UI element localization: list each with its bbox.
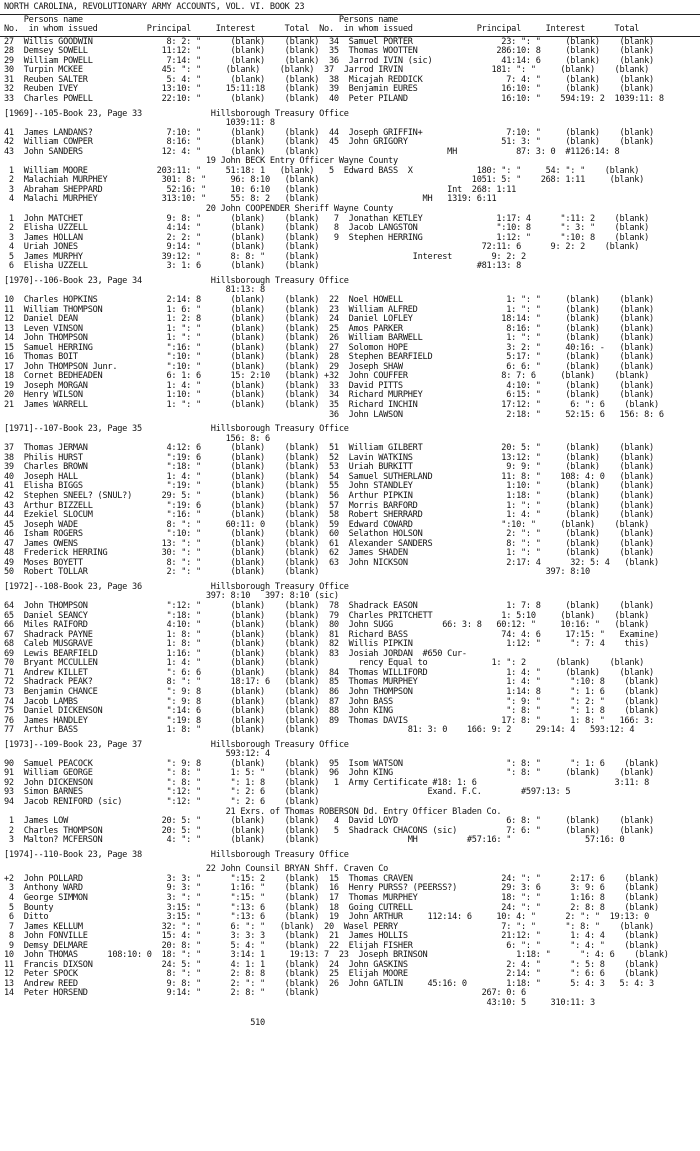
ledger-line: 29 William POWELL 7:14: " (blank) (blank) 36 Jarrod IVIN (sic) 41:14: 6 (blank) (blank) bbox=[4, 55, 654, 66]
ledger-line: 397: 8:10 397: 8:10 (sic) bbox=[4, 591, 339, 602]
ledger-line: 37 Thomas JERMAN 4:12: 6 (blank) (blank) 51 William GILBERT 20: 5: " (blank) (blank) bbox=[4, 443, 654, 454]
ledger-line: 74 Jacob LAMBS ": 9: 8 (blank) (blank) 87 John BASS ": 9: " ": 2: " (blank) bbox=[4, 696, 659, 707]
ledger-line: 71 Andrew KILLET ": 6: 6 (blank) (blank) 84 Thomas WILLIFORD 1: 4: " (blank) (blank) bbox=[4, 667, 654, 678]
ledger-line: 7 James KELLUM 32: ": " 6: ": " (blank) 20 Wasel PERRY 7: ": " ": 8: " (blank) bbox=[4, 921, 654, 932]
section-header: [1970]--106-Book 23, Page 34 Hillsborough Treasury Office bbox=[4, 275, 349, 286]
ledger-line: 3 Abraham SHEPPARD 52:16: " 10: 6:10 (blank) Int 268: 1:11 bbox=[4, 184, 517, 195]
ledger-line: 36 John LAWSON 2:18: " 52:15: 6 156: 8: 6 bbox=[4, 409, 664, 420]
ledger-line: 12 Peter SPOCK 8: ": " 2: 8: 8 (blank) 25 Elijah MOORE 2:14: " ": 6: 6 (blank) bbox=[4, 969, 659, 980]
ledger-line: 20 Henry WILSON 1:10: " (blank) (blank) 34 Richard MURPHEY 6:15: " (blank) (blank) bbox=[4, 390, 654, 401]
ledger-line: 73 Benjamin CHANCE ": 9: 8 (blank) (blank) 86 John THOMPSON 1:14: 8 ": 1: 6 (blank) bbox=[4, 686, 659, 697]
ledger-line: 76 James HANDLEY ":19: 8 (blank) (blank) 89 Thomas DAVIS 17: 8: " 1: 8: " 166: 3: bbox=[4, 715, 654, 726]
section-header: [1971]--107-Book 23, Page 35 Hillsborough Treasury Office bbox=[4, 424, 349, 435]
ledger-line: 90 Samuel PEACOCK ": 9: 8 (blank) (blank) 95 Isom WATSON ": 8: " ": 1: 6 (blank) bbox=[4, 758, 659, 769]
ledger-line: 81:13: 8 bbox=[4, 285, 265, 296]
ledger-line: 40 Joseph HALL 1: 4: " (blank) (blank) 54 Samuel SUTHERLAND 11: 8: " 108: 4: 0 (blank) bbox=[4, 471, 654, 482]
ledger-line: 27 Willis GOODWIN 8: 2: " (blank) (blank) 34 Samuel PORTER 23: ": " (blank) (blank) bbox=[4, 36, 654, 47]
ledger-line: 17 John THOMPSON Junr. ":10: " (blank) (blank) 29 Joseph SHAW 6: 6: " (blank) (blank) bbox=[4, 361, 654, 372]
ledger-line: 31 Reuben SALTER 5: 4: " (blank) (blank) 38 Micajah REDDICK 7: 4: " (blank) (blank) bbox=[4, 74, 654, 85]
ledger-line: 16 Thomas BOIT ":10: " (blank) (blank) 28 Stephen BEARFIELD 5:17: " (blank) (blank) bbox=[4, 352, 654, 363]
ledger-line: 22 John Counsil BRYAN Shff. Craven Co bbox=[4, 864, 389, 875]
ledger-line: +2 John POLLARD 3: 3: " ":15: 2 (blank) 15 Thomas CRAVEN 24: ": " 2:17: 6 (blank) bbox=[4, 873, 659, 884]
ledger-line: 4 Malachi MURPHEY 313:10: " 55: 8: 2 (blank) MH 1319: 6:11 bbox=[4, 194, 497, 205]
ledger-line: 11 Francis DIXSON 24: 5: " 4: 1: 1 (blank) 24 John GASKINS 2: 4: " ": 5: 8 (blank) bbox=[4, 959, 659, 970]
ledger-line: 10 John THOMAS 108:10: 0 18: ": " 3:14: 1 19:13: 7 23 Joseph BRINSON 1:18: " ": 4: 6 (blank) bbox=[4, 950, 669, 961]
ledger-line: 13 Leven VINSON 1: ": " (blank) (blank) 25 Amos PARKER 8:16: " (blank) (blank) bbox=[4, 323, 654, 334]
ledger-line: 94 Jacob RENIFORD (sic) ":12: " ": 2: 6 (blank) bbox=[4, 797, 320, 807]
ledger-line: 2 Malachiah MURPHEY 301: 8: " 96: 8:10 (blank) 1051: 5: " 268: 1:11 (blank) bbox=[4, 175, 645, 186]
ledger-line: 33 Charles POWELL 22:10: " (blank) (blank) 40 Peter PILAND 16:10: " 594:19: 2 1039:11: 8 bbox=[4, 93, 664, 104]
ledger-line: 72 Shadrack PEAK? 8: ": " 18:17: 6 (blank) 85 Thomas MURPHEY 1: 4: " ":10: 8 (blank) bbox=[4, 677, 659, 688]
ledger-line: 20 John COOPENDER Sheriff Wayne County bbox=[4, 204, 393, 214]
ledger-line: 1 John MATCHET 9: 8: " (blank) (blank) 7 Jonathan KETLEY 1:17: 4 ":11: 2 (blank) bbox=[4, 213, 650, 224]
ledger-line: 1 William MOORE 203:11: " 51:18: 1 (blank) 5 Edward BASS X 180: ": " 54: ": " (blank) bbox=[4, 165, 640, 176]
ledger-line: 93 Simon BARNES ":12: " ": 2: 6 (blank) Exand. F.C. #597:13: 5 bbox=[4, 787, 571, 798]
ledger-line: 2 Elisha UZZELL 4:14: " (blank) (blank) 8 Jacob LANGSTON ":10: 8 ": 3: " (blank) bbox=[4, 223, 650, 234]
ledger-line: 14 John THOMPSON 1: ": " (blank) (blank) 26 William BARWELL 1: ": " (blank) (blank) bbox=[4, 333, 654, 344]
section-header: [1974]--110-Book 23, Page 38 Hillsborough Treasury Office bbox=[4, 849, 349, 860]
ledger-line: 11 William THOMPSON 1: 6: " (blank) (blank) 23 William ALFRED 1: ": " (blank) (blank) bbox=[4, 304, 654, 315]
ledger-line: 44 Ezekiel SLOCUM ":16: " (blank) (blank) 58 Robert SHERRARD 1: 4: " (blank) (blank) bbox=[4, 510, 654, 521]
ledger-line: 4 George SIMMON 3: ": " ":15: " (blank) 17 Thomas MURPHEY 18: ": " 1:16: 8 (blank) bbox=[4, 892, 659, 903]
ledger-line: 593:12: 4 bbox=[4, 749, 270, 760]
ledger-line: 43:10: 5 310:11: 3 bbox=[4, 998, 595, 1008]
ledger-line: 6 Elisha UZZELL 3: 1: 6 (blank) (blank) #81:13: 8 bbox=[4, 261, 522, 272]
page-number: 510 bbox=[4, 1017, 265, 1028]
ledger-line: 39 Charles BROWN ":18: " (blank) (blank) 53 Uriah BURKITT 9: 9: " (blank) (blank) bbox=[4, 462, 654, 473]
ledger-line: 91 William GEORGE ": 8: " 1: 5: " (blank) 96 John KING ": 8: " (blank) (blank) bbox=[4, 768, 654, 779]
section-header: [1972]--108-Book 23, Page 36 Hillsborough Treasury Office bbox=[4, 581, 349, 592]
ledger-line: 49 Moses BOYETT 8: ": " (blank) (blank) 63 John NICKSON 2:17: 4 32: 5: 4 (blank) bbox=[4, 557, 659, 568]
ledger-line: 41 James LANDANS? 7:10: " (blank) (blank) 44 Joseph GRIFFIN+ 7:10: " (blank) (blank) bbox=[4, 127, 654, 138]
ledger-line: 65 Daniel SEANCY ":18: " (blank) (blank) 79 Charles PRITCHETT 1: 5:10 (blank) (blank) bbox=[4, 610, 650, 621]
ledger-line: 30 Turpin MCKEE 45: ": " (blank) (blank) 37 Jarrod IRVIN 181: ": " (blank) (blank) bbox=[4, 65, 650, 76]
ledger-line: 21 Exrs. of Thomas ROBERSON Dd. Entry Officer Bladen Co. bbox=[4, 806, 502, 817]
ledger-line: 19 Joseph MORGAN 1: 4: " (blank) (blank) 33 David PITTS 4:10: " (blank) (blank) bbox=[4, 380, 654, 391]
ledger-line: 68 Caleb MUSGRAVE 1: 8: " (blank) (blank) 82 Willis PIPKIN 1:12: " ": 7: 4 this) bbox=[4, 639, 650, 650]
ledger-line: 21 James WARRELL 1: ": " (blank) (blank) 35 Richard INCHIN 17:12: " 6: ": 6 (blank) bbox=[4, 400, 659, 410]
ledger-line: 38 Philis HURST ":19: 6 (blank) (blank) 52 Lavin WATKINS 13:12: " (blank) (blank) bbox=[4, 452, 654, 463]
ledger-line: 1039:11: 8 bbox=[4, 118, 275, 129]
ledger-line: 50 Robert TOLLAR 2: ": " (blank) (blank) 397: 8:10 bbox=[4, 567, 590, 578]
ledger-line: 92 John DICKENSON ": 8: " ": 1: 8 (blank) 1 Army Certificate #18: 1: 6 3:11: 8 bbox=[4, 777, 650, 788]
ledger-line: 43 Arthur BIZZELL ":19: 6 (blank) (blank) 57 Morris BARFORD 1: ": " (blank) (blank) bbox=[4, 500, 654, 511]
ledger-line: 32 Reuben IVEY 13:10: " 15:11:18 (blank) 39 Benjamin EURES 16:10: " (blank) (blank) bbox=[4, 84, 654, 95]
ledger-line: 13 Andrew REED 9: 8: " 2: ": " (blank) 26 John GATLIN 45:16: 0 1:18: " 5: 4: 3 5: 4: 3 bbox=[4, 978, 654, 989]
ledger-line: 48 Frederick HERRING 30: ": " (blank) (blank) 62 James SHADEN 1: ": " (blank) (blank) bbox=[4, 548, 654, 559]
ledger-line: 41 Elisha BIGGS ":19: " (blank) (blank) 55 John STANDLEY 1:10: " (blank) (blank) bbox=[4, 481, 654, 492]
ledger-line: 70 Bryant MCCULLEN 1: 4: " (blank) (blank) rency Equal to 1: ": 2 (blank) (blank) bbox=[4, 658, 645, 669]
ledger-line: 12 Daniel DEAN 1: 2: 8 (blank) (blank) 24 Daniel LOFLEY 18:14: " (blank) (blank) bbox=[4, 314, 654, 325]
ledger-line: 15 Samuel HERRING ":16: " (blank) (blank) 27 Solomon HOPE 3: 2: " 40:16: - (blank) bbox=[4, 342, 654, 353]
ledger-line: 2 Charles THOMPSON 20: 5: " (blank) (blank) 5 Shadrack CHACONS (sic) 7: 6: " (blank) (blank) bbox=[4, 825, 654, 836]
ledger-line: 47 James OWENS 13: ": " (blank) (blank) 61 Alexander SANDERS 8: ": " (blank) (blank) bbox=[4, 538, 654, 549]
ledger-line: 14 Peter HORSEND 9:14: " 2: 8: " (blank) 267: 0: 6 bbox=[4, 988, 526, 999]
section-header: [1973]--109-Book 23, Page 37 Hillsborough Treasury Office bbox=[4, 739, 349, 750]
ledger-line: 69 Lewis BEARFIELD 1:16: " (blank) (blank) 83 Josiah JORDAN #650 Cur- bbox=[4, 648, 467, 659]
ledger-line: 3 Anthony WARD 9: 3: " 1:16: " (blank) 16 Henry PURSS? (PEERSS?) 29: 3: 6 3: 9: 6 (blank) bbox=[4, 883, 659, 894]
ledger-line: 18 Cornet BEDHEADEN 6: 1: 6 15: 2:10 (blank) +32 John COUFFER 8: 7: 6 (blank) (blank) bbox=[4, 371, 650, 382]
ledger-line: 66 Miles RAIFORD 4:10: " (blank) (blank) 80 John SUGG 66: 3: 8 60:12: " 10:16: " (blank) bbox=[4, 620, 650, 631]
ledger-line: 9 Demsy DELMARE 20: 8: " 5: 4: " (blank) 22 Elijah FISHER 6: ": " ": 4: " (blank) bbox=[4, 940, 659, 951]
ledger-line: 19 John BECK Entry Officer Wayne County bbox=[4, 156, 398, 167]
ledger-line: 43 John SANDERS 12: 4: " (blank) (blank) MH 87: 3: 0 #1126:14: 8 bbox=[4, 146, 620, 157]
ledger-line: 45 Joseph WADE 8: ": " 60:11: 0 (blank) 59 Edward COWARD ":10: " (blank) (blank) bbox=[4, 519, 650, 530]
ledger-line: 3 James HOLLAN 2: 2: " (blank) (blank) 9 Stephen HERRING 1:12: " ":10: 8 (blank) bbox=[4, 232, 650, 243]
ledger-line: 1 James LOW 20: 5: " (blank) (blank) 4 David LOYD 6: 8: " (blank) (blank) bbox=[4, 816, 654, 827]
ledger-line: 5 James MURPHY 39:12: " 8: 8: " (blank) Interest 9: 2: 2 bbox=[4, 251, 526, 262]
ledger-line: 6 Ditto 3:15: " ":13: 6 (blank) 19 John ARTHUR 112:14: 6 10: 4: " 2: ": " 19:13: 0 bbox=[4, 912, 650, 923]
section-header: [1969]--105-Book 23, Page 33 Hillsborough Treasury Office bbox=[4, 108, 349, 119]
ledger-line: 64 John THOMPSON ":12: " (blank) (blank) 78 Shadrack EASON 1: 7: 8 (blank) (blank) bbox=[4, 601, 654, 611]
ledger-line: 75 Daniel DICKENSON ":14: 6 (blank) (blank) 88 John KING ": 8: " ": 1: 8 (blank) bbox=[4, 706, 659, 717]
ledger-line: 67 Shadrack PAYNE 1: 8: " (blank) (blank) 81 Richard BASS 74: 4: 6 17:15: " Examine) bbox=[4, 629, 659, 640]
ledger-line: 42 William COWPER 8:16: " (blank) (blank) 45 John GRIGORY 51: 3: " (blank) (blank) bbox=[4, 137, 654, 148]
ledger-line: 4 Uriah JONES 9:14: " (blank) (blank) 72:11: 6 9: 2: 2 (blank) bbox=[4, 242, 640, 253]
ledger-line: 3 Malton? MCFERSON 4: ": " (blank) (blank) MH #57:16: " 57:16: 0 bbox=[4, 835, 625, 846]
ledger-line: 10 Charles HOPKINS 2:14: 8 (blank) (blank) 22 Noel HOWELL 1: ": " (blank) (blank) bbox=[4, 294, 654, 305]
ledger-line: 42 Stephen SNEEL? (SNUL?) 29: 5: " (blank) (blank) 56 Arthur PIPKIN 1:18: " (blank) (blank) bbox=[4, 490, 654, 501]
ledger-line: 77 Arthur BASS 1: 8: " (blank) (blank) 81: 3: 0 166: 9: 2 29:14: 4 593:12: 4 bbox=[4, 725, 635, 736]
page-title: NORTH CAROLINA, REVOLUTIONARY ARMY ACCOUNTS, VOL. VI. BOOK 23 bbox=[4, 2, 305, 12]
ledger-line: 5 Bounty 3:15: " ":13: 6 (blank) 18 Going CUTRELL 24: ": " 2: 8: 8 (blank) bbox=[4, 902, 659, 913]
ledger-line: 28 Demsey SOWELL 11:12: " (blank) (blank) 35 Thomas WOOTTEN 286:10: 8 (blank) (blank) bbox=[4, 46, 654, 57]
ledger-line: 156: 8: 6 bbox=[4, 433, 270, 444]
ledger-line: 8 John FONVILLE 15: 4: " 3: 3: 3 (blank) 21 James HOLLIS 21:12: " 1: 4: 4 (blank) bbox=[4, 931, 659, 942]
ledger-line: 46 Isham ROGERS ":10: " (blank) (blank) 60 Selathon HOLSON 2: ": " (blank) (blank) bbox=[4, 529, 654, 540]
ledger-line: Persons name Persons name bbox=[4, 14, 398, 25]
ledger-line: No. in whom issued Principal Interest Total No. in whom issued Principal Interest Total bbox=[4, 24, 640, 35]
